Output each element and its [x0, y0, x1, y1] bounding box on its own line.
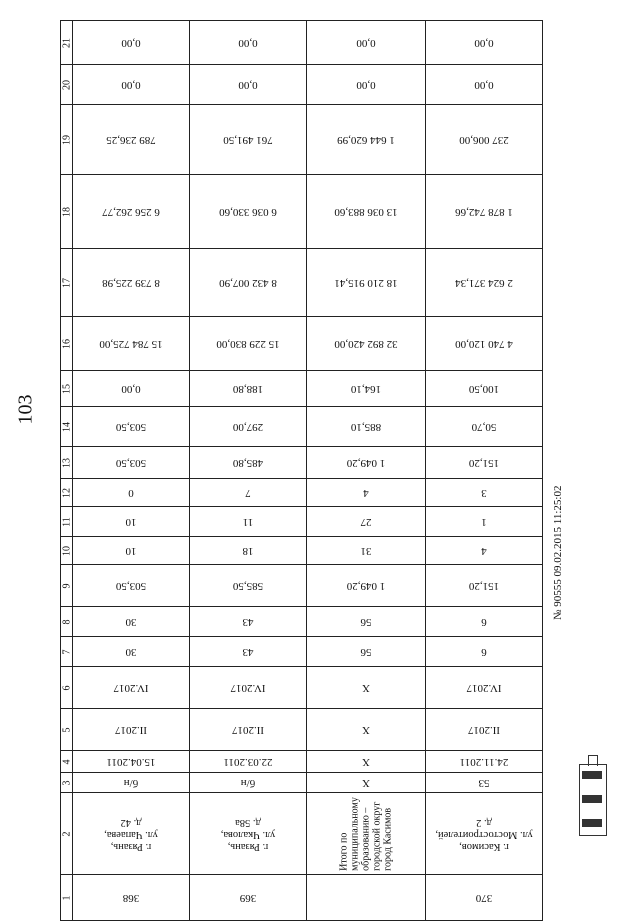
address-line: д. 58а	[235, 816, 261, 828]
cell-value: 15 784 725,00	[99, 337, 163, 350]
table-row	[61, 371, 543, 407]
column-number-cell	[61, 565, 73, 607]
cell-value: 1	[481, 515, 487, 528]
cell-value: 18	[242, 544, 254, 557]
table-row	[61, 637, 543, 667]
registration-stamp: № 90555 09.02.2015 11:25:02	[552, 485, 564, 620]
table-cell	[73, 65, 190, 105]
total-label	[339, 797, 394, 871]
table-cell	[190, 175, 307, 249]
table-cell	[190, 637, 307, 667]
cell-value: 15.04.2011	[106, 755, 156, 768]
table-cell	[73, 175, 190, 249]
column-number: 16	[61, 338, 72, 349]
table-row	[61, 773, 543, 793]
cell-value: 18 210 915,41	[334, 276, 398, 289]
table-cell	[190, 371, 307, 407]
table-cell	[426, 667, 543, 709]
cell-value: 56	[360, 615, 372, 628]
cell-value: 503,50	[115, 579, 147, 592]
cell-value: 1 644 620,99	[337, 133, 395, 146]
table-cell	[73, 249, 190, 317]
table-cell	[426, 371, 543, 407]
cell-value: 1 049,20	[346, 456, 386, 469]
table-cell	[73, 447, 190, 479]
table-cell	[307, 317, 426, 371]
cell-value: 53	[478, 776, 490, 789]
table-cell	[73, 479, 190, 507]
cell-value: 368	[122, 891, 140, 904]
table-cell	[73, 21, 190, 65]
cell-value: 56	[360, 645, 372, 658]
cell-value: 0,00	[121, 36, 141, 49]
table-cell	[73, 773, 190, 793]
cell-value: 50,70	[471, 420, 497, 433]
total-label-line: город Касимов	[382, 807, 394, 871]
table-cell	[190, 607, 307, 637]
table-cell	[426, 637, 543, 667]
cell-value: 2 624 371,34	[455, 276, 513, 289]
table-cell	[307, 407, 426, 447]
cell-value: II.2017	[114, 723, 148, 736]
table-row	[61, 317, 543, 371]
cell-value: 8 739 225,98	[102, 276, 160, 289]
column-number-cell	[61, 709, 73, 751]
table-cell	[190, 751, 307, 773]
table-row	[61, 709, 543, 751]
column-number: 3	[61, 780, 72, 785]
table-cell	[73, 751, 190, 773]
table-cell	[307, 507, 426, 537]
address-text	[104, 816, 158, 852]
table-cell	[426, 709, 543, 751]
table-cell	[190, 447, 307, 479]
table-cell	[426, 875, 543, 921]
table-cell	[426, 317, 543, 371]
table-cell	[190, 875, 307, 921]
cell-value: 237 006,00	[459, 133, 509, 146]
table-cell	[307, 175, 426, 249]
table-cell	[73, 565, 190, 607]
column-number-cell	[61, 507, 73, 537]
column-number-cell	[61, 317, 73, 371]
cell-value: 3	[481, 486, 487, 499]
cell-value: 370	[475, 891, 493, 904]
address-line: г. Рязань,	[110, 840, 152, 852]
table-cell	[73, 537, 190, 565]
table-row	[61, 793, 543, 875]
cell-value: 188,80	[232, 382, 264, 395]
column-number: 11	[61, 516, 72, 527]
address-line: г. Рязань,	[227, 840, 269, 852]
cell-value: б/н	[123, 776, 139, 789]
cell-value: X	[362, 755, 370, 768]
cell-value: 30	[125, 615, 137, 628]
table-cell	[190, 565, 307, 607]
cell-value: 885,10	[350, 420, 382, 433]
column-number: 2	[61, 831, 72, 836]
total-label-line: муниципальному	[349, 796, 361, 871]
column-number-cell	[61, 537, 73, 565]
column-number: 21	[61, 37, 72, 48]
column-number-cell	[61, 175, 73, 249]
table-cell	[307, 537, 426, 565]
table-cell	[426, 507, 543, 537]
table-row	[61, 65, 543, 105]
column-number-cell	[61, 667, 73, 709]
column-number: 5	[61, 727, 72, 732]
table-cell	[190, 667, 307, 709]
cell-value: 297,00	[232, 420, 264, 433]
cell-value: X	[362, 681, 370, 694]
column-number: 6	[61, 685, 72, 690]
table-cell	[73, 875, 190, 921]
total-label-line: Итого по	[338, 832, 350, 871]
table-cell	[73, 317, 190, 371]
cell-value: IV.2017	[230, 681, 266, 694]
table-cell	[426, 751, 543, 773]
table-row	[61, 105, 543, 175]
column-number: 9	[61, 583, 72, 588]
cell-value: 32 892 420,00	[334, 337, 398, 350]
column-number-cell	[61, 607, 73, 637]
cell-value: 0,00	[238, 36, 258, 49]
cell-value: II.2017	[467, 723, 501, 736]
table-cell	[426, 175, 543, 249]
address-line: г. Касимов,	[459, 840, 509, 852]
column-number-cell	[61, 65, 73, 105]
table-cell	[426, 479, 543, 507]
column-number-cell	[61, 793, 73, 875]
cell-value: 22.03.2011	[223, 755, 273, 768]
column-number: 17	[61, 277, 72, 288]
table-cell	[307, 565, 426, 607]
address-line: д. 2	[476, 816, 492, 828]
column-number-cell	[61, 407, 73, 447]
table-cell	[426, 565, 543, 607]
table-cell	[73, 105, 190, 175]
cell-value: 6	[481, 645, 487, 658]
address-text	[221, 816, 275, 852]
cell-value: 789 236,25	[106, 133, 156, 146]
table-cell	[307, 667, 426, 709]
address-line: ул. Мостостроителей,	[435, 828, 533, 840]
cell-value: 1 049,20	[346, 579, 386, 592]
cell-value: X	[362, 723, 370, 736]
column-number-cell	[61, 447, 73, 479]
table-cell	[426, 607, 543, 637]
table-row	[61, 875, 543, 921]
table-cell	[73, 793, 190, 875]
table-cell	[190, 249, 307, 317]
table-cell	[307, 447, 426, 479]
table-cell	[307, 65, 426, 105]
cell-value: 485,80	[232, 456, 264, 469]
table-row	[61, 21, 543, 65]
table-cell	[73, 371, 190, 407]
logo-icon	[579, 764, 607, 836]
cell-value: 10	[125, 515, 137, 528]
cell-value: 369	[239, 891, 257, 904]
table-cell	[73, 407, 190, 447]
table-cell	[426, 537, 543, 565]
table-row	[61, 537, 543, 565]
cell-value: 8 432 007,90	[219, 276, 277, 289]
cell-value: IV.2017	[466, 681, 502, 694]
table-cell	[426, 21, 543, 65]
table-row	[61, 751, 543, 773]
column-number: 4	[61, 759, 72, 764]
table-cell	[307, 105, 426, 175]
column-number: 14	[61, 421, 72, 432]
table-cell	[426, 793, 543, 875]
address-line: ул. Чапаева,	[104, 828, 158, 840]
cell-value: II.2017	[231, 723, 265, 736]
address-line: д. 42	[120, 816, 142, 828]
cell-value: 503,50	[115, 420, 147, 433]
cell-value: 164,10	[350, 382, 382, 395]
cell-value: IV.2017	[113, 681, 149, 694]
table-row	[61, 407, 543, 447]
column-number-cell	[61, 371, 73, 407]
cell-value: 15 229 830,00	[216, 337, 280, 350]
table-cell	[190, 773, 307, 793]
table-cell	[190, 709, 307, 751]
column-number: 19	[61, 134, 72, 145]
table-cell	[307, 751, 426, 773]
column-number: 15	[61, 383, 72, 394]
cell-value: 585,50	[232, 579, 264, 592]
table-cell	[307, 793, 426, 875]
column-number-cell	[61, 773, 73, 793]
total-label-line: образованию –	[360, 807, 372, 871]
table-cell	[190, 65, 307, 105]
table-cell	[307, 875, 426, 921]
table-row	[61, 607, 543, 637]
cell-value: 31	[360, 544, 372, 557]
column-number: 7	[61, 649, 72, 654]
cell-value: 0,00	[474, 78, 494, 91]
table-cell	[426, 249, 543, 317]
page-number: 103	[14, 394, 37, 425]
table-cell	[307, 773, 426, 793]
column-number-cell	[61, 875, 73, 921]
column-number: 13	[61, 457, 72, 468]
table-cell	[73, 607, 190, 637]
table-cell	[190, 317, 307, 371]
column-number-cell	[61, 105, 73, 175]
table-row	[61, 479, 543, 507]
table-cell	[73, 507, 190, 537]
table-row	[61, 565, 543, 607]
table-cell	[73, 667, 190, 709]
column-number-cell	[61, 479, 73, 507]
table-cell	[307, 637, 426, 667]
table-cell	[426, 447, 543, 479]
cell-value: 6 036 330,60	[219, 205, 277, 218]
table-row	[61, 249, 543, 317]
cell-value: 4 740 120,00	[455, 337, 513, 350]
cell-value: 761 491,50	[223, 133, 273, 146]
column-number: 20	[61, 79, 72, 90]
table-row	[61, 447, 543, 479]
cell-value: 151,20	[468, 579, 500, 592]
cell-value: 43	[242, 615, 254, 628]
table-cell	[73, 709, 190, 751]
table-cell	[426, 65, 543, 105]
table-cell	[307, 21, 426, 65]
cell-value: 24.11.2011	[459, 755, 509, 768]
cell-value: 0,00	[121, 382, 141, 395]
column-number: 18	[61, 206, 72, 217]
cell-value: 10	[125, 544, 137, 557]
table-cell	[307, 607, 426, 637]
table-cell	[190, 793, 307, 875]
table-cell	[426, 773, 543, 793]
table-cell	[426, 407, 543, 447]
table-cell	[190, 21, 307, 65]
table-cell	[307, 709, 426, 751]
table-row	[61, 667, 543, 709]
address-text	[435, 816, 532, 852]
cell-value: 6	[481, 615, 487, 628]
cell-value: б/н	[240, 776, 256, 789]
table-cell	[426, 105, 543, 175]
cell-value: 4	[481, 544, 487, 557]
cell-value: X	[362, 776, 370, 789]
table-cell	[190, 407, 307, 447]
cell-value: 4	[363, 486, 369, 499]
cell-value: 0,00	[474, 36, 494, 49]
cell-value: 27	[360, 515, 372, 528]
cell-value: 1 878 742,66	[455, 205, 513, 218]
cell-value: 7	[245, 486, 251, 499]
column-number: 10	[61, 545, 72, 556]
table-row	[61, 175, 543, 249]
total-label-line: городской округ	[371, 801, 383, 871]
cell-value: 43	[242, 645, 254, 658]
cell-value: 100,50	[468, 382, 500, 395]
cell-value: 6 256 262,77	[102, 205, 160, 218]
registry-table	[60, 20, 542, 904]
column-number: 1	[61, 895, 72, 900]
cell-value: 503,50	[115, 456, 147, 469]
cell-value: 0,00	[238, 78, 258, 91]
column-number-cell	[61, 751, 73, 773]
cell-value: 11	[242, 515, 254, 528]
cell-value: 30	[125, 645, 137, 658]
table-row	[61, 507, 543, 537]
cell-value: 0	[128, 486, 134, 499]
table-cell	[73, 637, 190, 667]
address-line: ул. Чкалова,	[220, 828, 276, 840]
table-cell	[307, 479, 426, 507]
column-number-cell	[61, 249, 73, 317]
table-cell	[190, 507, 307, 537]
cell-value: 0,00	[121, 78, 141, 91]
column-number-cell	[61, 21, 73, 65]
column-number: 8	[61, 619, 72, 624]
table-cell	[190, 537, 307, 565]
table-cell	[307, 371, 426, 407]
cell-value: 0,00	[356, 36, 376, 49]
column-number: 12	[61, 487, 72, 498]
column-number-cell	[61, 637, 73, 667]
cell-value: 13 036 883,60	[334, 205, 398, 218]
cell-value: 151,20	[468, 456, 500, 469]
cell-value: 0,00	[356, 78, 376, 91]
table-cell	[190, 479, 307, 507]
table-cell	[190, 105, 307, 175]
table-cell	[307, 249, 426, 317]
